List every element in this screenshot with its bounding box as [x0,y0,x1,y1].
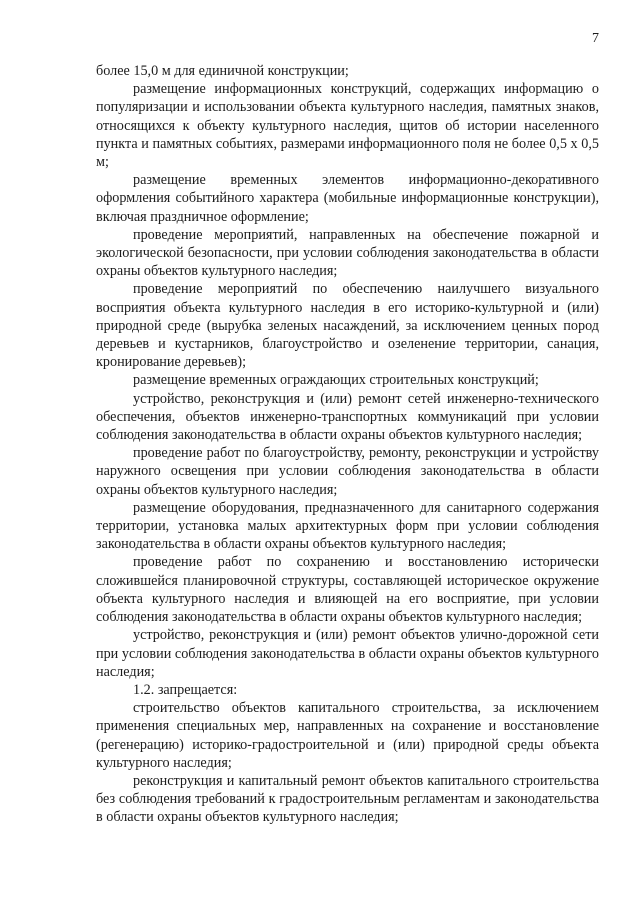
paragraph: устройство, реконструкция и (или) ремонт сетей инженерно-технического обеспечения, объектов инженерно-транспортных коммуникаций при условии соблюдения законодательства в области охраны объектов культурного наследия; [96,390,599,444]
paragraph: размещение информационных конструкций, содержащих информацию о популяризации и использовании объекта культурного наследия, памятных знаков, относящихся к объекту культурного наследия, щитов об истории населенного пункта и памятных событиях, размерами информационного поля не более 0,5 х 0,5 м; [96,81,599,171]
section-heading: 1.2. запрещается: [133,681,238,698]
paragraph: размещение оборудования, предназначенного для санитарного содержания территории, установка малых архитектурных форм при условии соблюдения законодательства в области охраны объектов культурного наследия; [96,499,599,553]
paragraph: строительство объектов капитального строительства, за исключением применения специальных мер, направленных на сохранение и восстановление (регенерацию) историко-градостроительной и (или) природной среды объекта культурного наследия; [96,700,599,771]
paragraph: проведение работ по сохранению и восстановлению исторически сложившейся планировочной структуры, составляющей историческое окружение объекта культурного наследия и влияющей на его восприятие, при условии соблюдения законодательства в области охраны объектов культурного наследия; [96,554,599,626]
page-number: 7 [592,31,599,46]
paragraph: устройство, реконструкция и (или) ремонт объектов улично-дорожной сети при условии соблюдения законодательства в области охраны объектов культурного наследия; [96,627,599,680]
paragraph: проведение мероприятий, направленных на обеспечение пожарной и экологической безопасности, при условии соблюдения законодательства в области охраны объектов культурного наследия; [96,226,599,280]
paragraph: реконструкция и капитальный ремонт объектов капитального строительства без соблюдения требований к градостроительным регламентам и законодательства в области охраны объектов культурного наследия; [96,772,599,826]
paragraph: проведение мероприятий по обеспечению наилучшего визуального восприятия объекта культурного наследия в его историко-культурной и (или) природной среде (вырубка зеленых насаждений, за исключением ценных пород деревьев и кустарников, благоустройство и озеленение территории, санация, кронирование деревьев); [96,281,599,371]
paragraph: размещение временных элементов информационно-декоративного оформления событийного характера (мобильные информационные конструкции), включая праздничное оформление; [96,172,599,225]
paragraph: размещение временных ограждающих строительных конструкций; [133,372,539,389]
document-body [96,62,599,827]
paragraph: проведение работ по благоустройству, ремонту, реконструкции и устройству наружного освещения при условии соблюдения законодательства в области охраны объектов культурного наследия; [96,445,599,498]
paragraph: более 15,0 м для единичной конструкции; [96,63,349,79]
